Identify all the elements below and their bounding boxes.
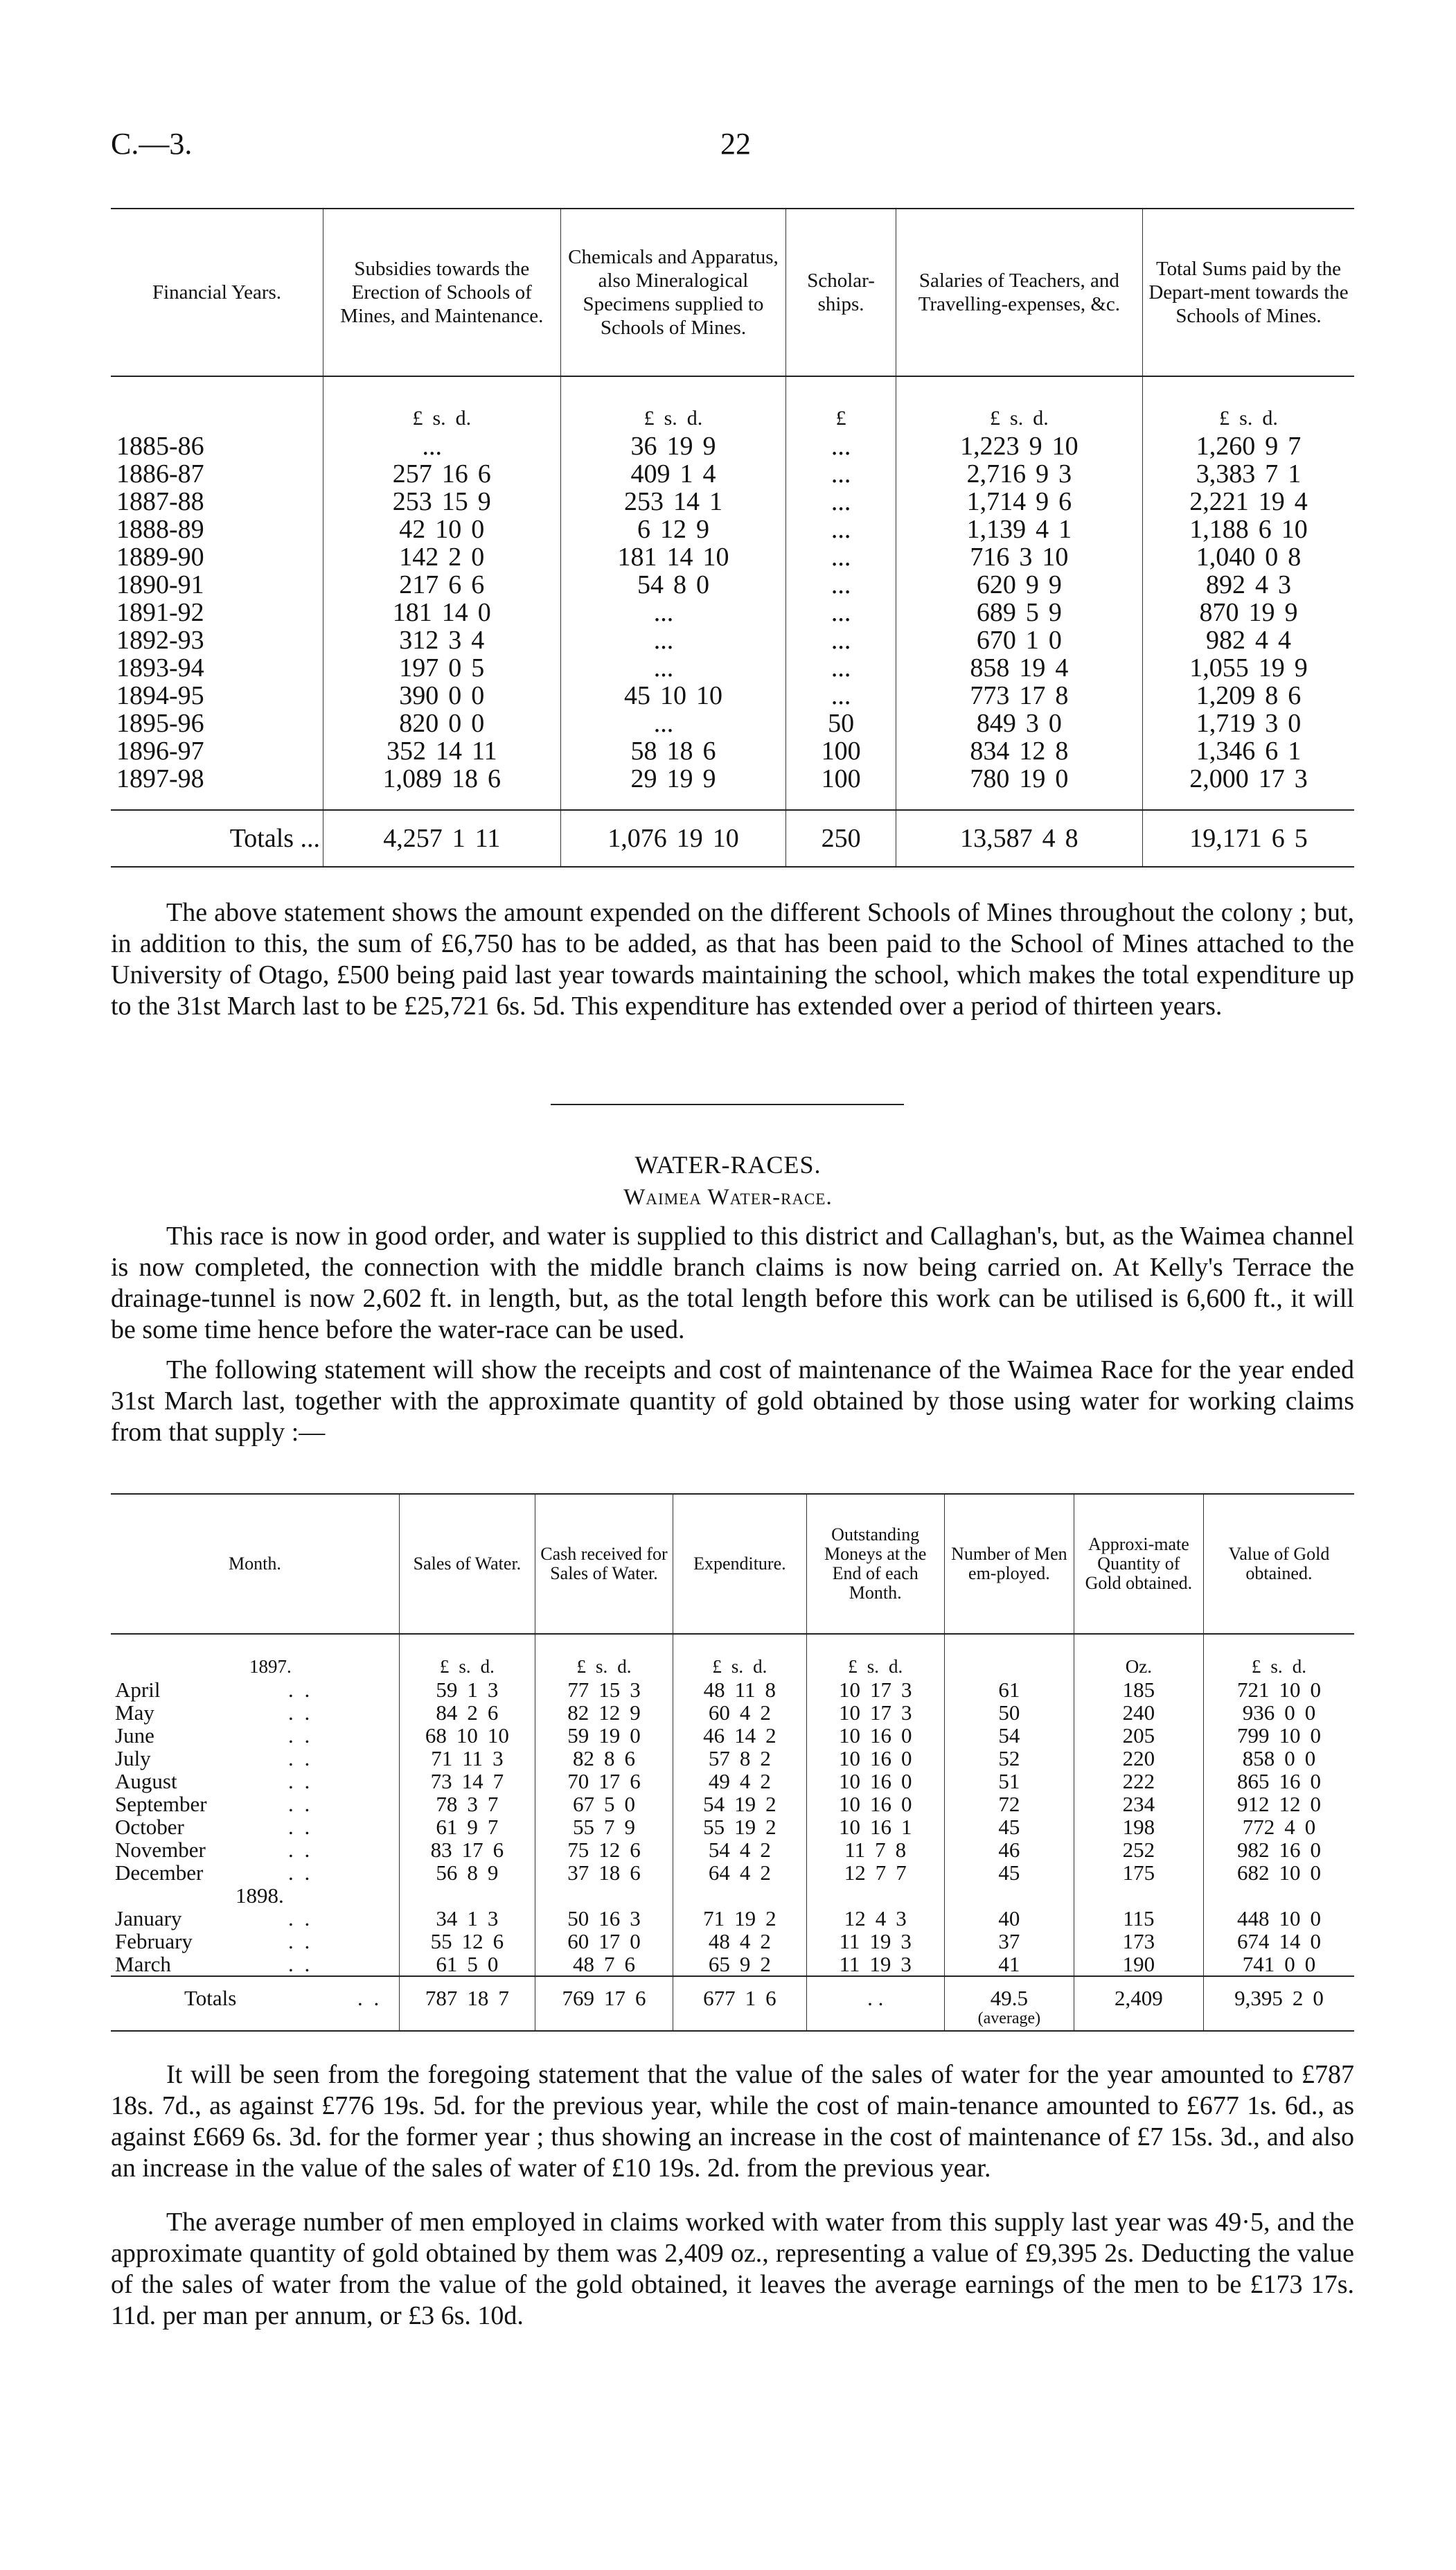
money-amount: 409 1 4 (630, 459, 716, 489)
money-amount: 56 8 9 (436, 1860, 499, 1885)
financial-year: 1896-97 (116, 737, 204, 766)
money-amount: 42 10 0 (399, 515, 485, 544)
men-employed: 61 (944, 1678, 1074, 1701)
money-amount: 352 14 11 (386, 737, 497, 766)
money-amount: 10 17 3 (838, 1678, 912, 1702)
month-name: December (115, 1860, 204, 1885)
money-amount: 620 9 9 (976, 570, 1062, 599)
money-amount: 982 4 4 (1205, 626, 1291, 655)
col-header-salaries: Salaries of Teachers, and Travelling-expenses, &c. (896, 209, 1142, 376)
table-row (111, 1701, 1354, 1724)
section-divider (551, 1104, 904, 1105)
money-amount: 11 7 8 (844, 1838, 907, 1862)
financial-year: 1886-87 (116, 459, 204, 489)
col-header-gold-qty: Approxi-mate Quantity of Gold obtained. (1074, 1494, 1203, 1634)
col-header-expenditure: Expenditure. (673, 1494, 806, 1634)
money-amount: 1,223 9 10 (960, 432, 1078, 461)
money-amount: 1,209 8 6 (1196, 681, 1302, 710)
money-amount: 858 0 0 (1242, 1746, 1316, 1770)
table-row (111, 682, 1354, 710)
money-amount: 67 5 0 (572, 1792, 635, 1816)
money-amount: 37 18 6 (567, 1860, 641, 1885)
money-amount: 677 1 6 (703, 1986, 776, 2010)
money-amount: 57 8 2 (708, 1746, 771, 1770)
table-row (111, 1815, 1354, 1838)
money-amount: 10 16 0 (838, 1769, 912, 1793)
section-title: WATER-RACES. (634, 1151, 822, 1179)
money-amount: 65 9 2 (708, 1952, 771, 1976)
financial-year: 1887-88 (116, 487, 204, 516)
men-employed: 50 (944, 1701, 1074, 1724)
money-amount: 61 9 7 (436, 1815, 499, 1839)
money-amount: 1,040 0 8 (1196, 543, 1302, 572)
gold-quantity: 190 (1074, 1953, 1203, 1976)
money-amount: 1,260 9 7 (1196, 432, 1302, 461)
money-amount: 4,257 1 11 (383, 824, 501, 853)
paragraph-average-earnings: The average number of men employed in claims worked with water from this supply last year was 49·5, and the approximate quantity of gold obtained by them was 2,409 oz., representing a value of £9,395 2s. Deducting the value of the sales of water from the value of the gold obtained, it leaves the average earnings of the men to be £173 17s. 11d. per man per annum, or £3 6s. 10d. (111, 2208, 1354, 2330)
men-employed: 72 (944, 1793, 1074, 1815)
leader-dots: . . (288, 1769, 313, 1793)
scholarships-value: ... (786, 626, 896, 654)
month-name: October (115, 1815, 184, 1839)
col-header-month: Month. (111, 1494, 399, 1634)
table-row (111, 460, 1354, 488)
money-amount: 50 16 3 (567, 1906, 641, 1930)
money-amount: 849 3 0 (976, 709, 1062, 738)
money-amount: 78 3 7 (436, 1792, 499, 1816)
men-employed: 54 (944, 1724, 1074, 1747)
money-amount: 48 7 6 (572, 1952, 635, 1976)
financial-year: 1892-93 (116, 626, 204, 655)
scholarships-value: ... (786, 488, 896, 516)
financial-year: 1890-91 (116, 570, 204, 599)
men-employed: 37 (944, 1930, 1074, 1953)
col-header-chemicals: Chemicals and Apparatus, also Mineralogical Specimens supplied to Schools of Mines. (560, 209, 786, 376)
money-amount: 865 16 0 (1236, 1769, 1321, 1793)
money-amount: 48 4 2 (708, 1929, 771, 1953)
money-amount: 257 16 6 (392, 459, 491, 489)
money-amount: 834 12 8 (970, 737, 1069, 766)
table-row (111, 1953, 1354, 1976)
scholarships-value: 50 (786, 710, 896, 737)
col-header-subsidies: Subsidies towards the Erection of Schools of Mines, and Maintenance. (323, 209, 560, 376)
month-name: February (115, 1929, 193, 1953)
money-amount: 55 7 9 (572, 1815, 635, 1839)
money-amount: ... (653, 653, 674, 683)
table-row (111, 488, 1354, 516)
month-name: September (115, 1792, 207, 1816)
table-row (111, 765, 1354, 810)
totals-row: Totals . . 787 18 7 769 17 6 677 1 6 . . 49.5 (average) 2,409 9,395 2 0 (111, 1976, 1354, 2031)
money-amount: 1,188 6 10 (1189, 515, 1308, 544)
scholarships-value: ... (786, 654, 896, 682)
money-amount: 682 10 0 (1236, 1860, 1321, 1885)
scholarships-value: ... (786, 571, 896, 599)
gold-quantity: 115 (1074, 1907, 1203, 1930)
men-employed: 46 (944, 1838, 1074, 1861)
table-row (111, 1838, 1354, 1861)
year-label: 1897. (249, 1656, 292, 1677)
money-amount: 60 4 2 (708, 1700, 771, 1725)
money-amount: 142 2 0 (399, 543, 485, 572)
leader-dots: . . (288, 1838, 313, 1862)
month-name: January (115, 1906, 182, 1930)
scholarships-value: ... (786, 516, 896, 543)
money-amount: 670 1 0 (976, 626, 1062, 655)
money-amount: 77 15 3 (567, 1678, 641, 1702)
gold-quantity: 234 (1074, 1793, 1203, 1815)
gold-quantity: 220 (1074, 1747, 1203, 1770)
month-name: November (115, 1838, 206, 1862)
money-amount: 2,221 19 4 (1189, 487, 1308, 516)
money-amount: 3,383 7 1 (1196, 459, 1302, 489)
scholarships-value: ... (786, 682, 896, 710)
gold-quantity: 252 (1074, 1838, 1203, 1861)
money-amount: 253 14 1 (623, 487, 722, 516)
money-amount: 892 4 3 (1205, 570, 1291, 599)
money-amount: 2,000 17 3 (1189, 764, 1308, 793)
money-amount: ... (653, 709, 674, 738)
money-amount: 61 5 0 (436, 1952, 499, 1976)
financial-year: 1893-94 (116, 653, 204, 683)
gold-quantity: 205 (1074, 1724, 1203, 1747)
money-amount: 741 0 0 (1242, 1952, 1316, 1976)
money-amount: 799 10 0 (1236, 1723, 1321, 1748)
money-amount: 34 1 3 (436, 1906, 499, 1930)
money-amount: 46 14 2 (703, 1723, 776, 1748)
money-amount: 1,346 6 1 (1196, 737, 1302, 766)
men-employed: 45 (944, 1861, 1074, 1884)
leader-dots: . . (288, 1792, 313, 1816)
money-amount: 10 16 0 (838, 1792, 912, 1816)
money-amount: 217 6 6 (399, 570, 485, 599)
month-name: August (115, 1769, 177, 1793)
month-name: May (115, 1700, 154, 1725)
money-amount: 787 18 7 (425, 1986, 509, 2010)
money-amount: 59 1 3 (436, 1678, 499, 1702)
money-amount: 54 19 2 (703, 1792, 776, 1816)
money-amount: 54 4 2 (708, 1838, 771, 1862)
money-amount: 10 16 0 (838, 1723, 912, 1748)
money-amount: 253 15 9 (392, 487, 491, 516)
money-amount: 11 19 3 (839, 1952, 912, 1976)
table-row (111, 737, 1354, 765)
financial-year: 1889-90 (116, 543, 204, 572)
money-amount: 1,089 18 6 (382, 764, 501, 793)
col-header-men: Number of Men em-ployed. (944, 1494, 1074, 1634)
money-amount: 1,719 3 0 (1196, 709, 1302, 738)
scholarships-value: ... (786, 543, 896, 571)
leader-dots: . . (288, 1929, 313, 1953)
financial-year: 1891-92 (116, 598, 204, 627)
money-amount: 54 8 0 (637, 570, 709, 599)
table-row (111, 432, 1354, 460)
table-row (111, 516, 1354, 543)
money-amount: 82 8 6 (572, 1746, 635, 1770)
table-row (111, 1930, 1354, 1953)
money-amount: 1,139 4 1 (966, 515, 1072, 544)
leader-dots: . . (288, 1723, 313, 1748)
money-amount: 60 17 0 (567, 1929, 641, 1953)
money-amount: ... (653, 598, 674, 627)
money-amount: 1,076 19 10 (607, 824, 739, 853)
money-amount: 2,716 9 3 (966, 459, 1072, 489)
gold-quantity: 198 (1074, 1815, 1203, 1838)
col-header-cash: Cash received for Sales of Water. (535, 1494, 673, 1634)
money-amount: 10 16 0 (838, 1746, 912, 1770)
money-amount: 820 0 0 (399, 709, 485, 738)
men-employed: 52 (944, 1747, 1074, 1770)
col-header-total: Total Sums paid by the Depart-ment towards the Schools of Mines. (1142, 209, 1354, 376)
money-amount: 75 12 6 (567, 1838, 641, 1862)
gold-quantity: 240 (1074, 1701, 1203, 1724)
units-row: 1897. £ s. d. £ s. d. £ s. d. £ s. d. Oz. £ s. d. (111, 1634, 1354, 1678)
leader-dots: . . (288, 1952, 313, 1976)
men-employed: 41 (944, 1953, 1074, 1976)
gold-quantity: 185 (1074, 1678, 1203, 1701)
totals-label: Totals (184, 1986, 237, 2010)
paragraph-statement-intro: The following statement will show the receipts and cost of maintenance of the Waimea Race for the year ended 31st March last, together with the approximate quantity of gold obtained by those using water for working claims from that supply :— (111, 1355, 1354, 1447)
money-amount: 390 0 0 (399, 681, 485, 710)
table-row (111, 1907, 1354, 1930)
leader-dots: . . (288, 1906, 313, 1930)
money-amount: 49 4 2 (708, 1769, 771, 1793)
money-amount: 912 12 0 (1236, 1792, 1321, 1816)
paragraph-expenditure-summary: The above statement shows the amount expended on the different Schools of Mines throughout the colony ; but, in addition to this, the sum of £6,750 has to be added, as that has been paid to the School of Mines attached to the University of Otago, £500 being paid last year towards maintaining the school, which makes the total expenditure up to the 31st March last to be £25,721 6s. 5d. This expenditure has extended over a period of thirteen years. (111, 898, 1354, 1021)
leader-dots: . . (288, 1678, 313, 1702)
money-amount: 55 19 2 (703, 1815, 776, 1839)
month-name: April (115, 1678, 161, 1702)
money-amount: 73 14 7 (430, 1769, 504, 1793)
scholarships-value: ... (786, 599, 896, 626)
document-reference: C.—3. (111, 127, 193, 161)
men-average: 49.5 (average) (944, 1976, 1074, 2031)
month-name: June (115, 1723, 154, 1748)
money-amount: 29 19 9 (630, 764, 716, 793)
table-row (111, 1861, 1354, 1884)
table-row (111, 1747, 1354, 1770)
money-amount: 197 0 5 (399, 653, 485, 683)
month-name: July (115, 1746, 151, 1770)
money-amount: 68 10 10 (425, 1723, 509, 1748)
scholarships-value: 100 (786, 765, 896, 810)
table-row (111, 599, 1354, 626)
money-amount: 674 14 0 (1236, 1929, 1321, 1953)
leader-dots: . . (288, 1860, 313, 1885)
money-amount: 769 17 6 (562, 1986, 646, 2010)
outstanding-total: . . (806, 1976, 944, 2031)
table-row (111, 543, 1354, 571)
money-amount: 10 17 3 (838, 1700, 912, 1725)
scholarships-value: 100 (786, 737, 896, 765)
paragraph-race-condition: This race is now in good order, and water is supplied to this district and Callaghan's, but, as the Waimea channel is now completed, the connection with the middle branch claims is now being carried on. At Kelly's Terrace the drainage-tunnel is now 2,602 ft. in length, but, as the total length before this work can be utilised is 6,600 ft., it will be some time hence before the water-race can be used. (111, 1222, 1354, 1344)
money-amount: 181 14 10 (617, 543, 729, 572)
waimea-race-table (111, 1493, 1354, 2032)
money-amount: 82 12 9 (567, 1700, 641, 1725)
money-amount: 689 5 9 (976, 598, 1062, 627)
table-row (111, 1724, 1354, 1747)
money-amount: 1,055 19 9 (1189, 653, 1308, 683)
money-amount: 721 10 0 (1236, 1678, 1321, 1702)
gold-quantity: 173 (1074, 1930, 1203, 1953)
money-amount: 64 4 2 (708, 1860, 771, 1885)
money-amount: ... (653, 626, 674, 655)
totals-row (111, 810, 1354, 867)
financial-year: 1885-86 (116, 432, 204, 461)
money-amount: 6 12 9 (637, 515, 709, 544)
money-amount: 71 11 3 (431, 1746, 504, 1770)
scholarships-value: ... (786, 432, 896, 460)
money-amount: 19,171 6 5 (1189, 824, 1308, 853)
leader-dots: . . (288, 1815, 313, 1839)
financial-year: 1894-95 (116, 681, 204, 710)
table-row (111, 1678, 1354, 1701)
money-amount: ... (422, 432, 443, 461)
table-row (111, 626, 1354, 654)
money-amount: 9,395 2 0 (1234, 1986, 1324, 2010)
col-header-gold-value: Value of Gold obtained. (1203, 1494, 1354, 1634)
money-amount: 1,714 9 6 (966, 487, 1072, 516)
money-amount: 13,587 4 8 (960, 824, 1078, 853)
scholarships-value: ... (786, 460, 896, 488)
financial-year: 1888-89 (116, 515, 204, 544)
men-employed: 51 (944, 1770, 1074, 1793)
money-amount: 936 0 0 (1242, 1700, 1316, 1725)
money-amount: 55 12 6 (430, 1929, 504, 1953)
gold-quantity-total: 2,409 (1074, 1976, 1203, 2031)
col-header-outstanding: Outstanding Moneys at the End of each Month. (806, 1494, 944, 1634)
year-label: 1898. (236, 1883, 284, 1908)
gold-quantity: 222 (1074, 1770, 1203, 1793)
units-row: £ s. d. £ s. d. £ £ s. d. £ s. d. (111, 376, 1354, 432)
totals-label: Totals ... (111, 810, 323, 867)
leader-dots: . . (288, 1746, 313, 1770)
table-row (111, 1793, 1354, 1815)
schools-of-mines-table (111, 208, 1354, 868)
col-header-year: Financial Years. (111, 209, 323, 376)
money-amount: 71 19 2 (703, 1906, 776, 1930)
money-amount: 36 19 9 (630, 432, 716, 461)
gold-quantity: 175 (1074, 1861, 1203, 1884)
money-amount: 59 19 0 (567, 1723, 641, 1748)
money-amount: 870 19 9 (1199, 598, 1298, 627)
money-amount: 84 2 6 (436, 1700, 499, 1725)
money-amount: 83 17 6 (430, 1838, 504, 1862)
year-divider-row (111, 1884, 1354, 1907)
money-amount: 773 17 8 (970, 681, 1069, 710)
money-amount: 58 18 6 (630, 737, 716, 766)
scholarships-total: 250 (786, 810, 896, 867)
table-row (111, 654, 1354, 682)
col-header-scholarships: Scholar-ships. (786, 209, 896, 376)
money-amount: 12 7 7 (844, 1860, 907, 1885)
table-row (111, 1770, 1354, 1793)
money-amount: 858 19 4 (970, 653, 1069, 683)
money-amount: 10 16 1 (838, 1815, 912, 1839)
page-number: 22 (720, 127, 751, 161)
money-amount: 448 10 0 (1236, 1906, 1321, 1930)
money-amount: 11 19 3 (839, 1929, 912, 1953)
table-row (111, 571, 1354, 599)
money-amount: 45 10 10 (623, 681, 722, 710)
money-amount: 772 4 0 (1242, 1815, 1316, 1839)
money-amount: 181 14 0 (392, 598, 491, 627)
money-amount: 716 3 10 (970, 543, 1069, 572)
money-amount: 982 16 0 (1236, 1838, 1321, 1862)
men-employed: 40 (944, 1907, 1074, 1930)
money-amount: 780 19 0 (970, 764, 1069, 793)
financial-year: 1895-96 (116, 709, 204, 738)
section-subtitle: Waimea Water-race. (623, 1185, 833, 1210)
month-name: March (115, 1952, 171, 1976)
money-amount: 12 4 3 (844, 1906, 907, 1930)
leader-dots: . . (288, 1700, 313, 1725)
col-header-sales: Sales of Water. (399, 1494, 535, 1634)
financial-year: 1897-98 (116, 764, 204, 793)
money-amount: 70 17 6 (567, 1769, 641, 1793)
paragraph-sales-comparison: It will be seen from the foregoing statement that the value of the sales of water for the year amounted to £787 18s. 7d., as against £776 19s. 5d. for the previous year, while the cost of main-tenance amounted to £677 1s. 6d., as against £669 6s. 3d. for the former year ; thus showing an increase in the cost of maintenance of £7 15s. 3d., and also an increase in the value of the sales of water of £10 19s. 2d. from the previous year. (111, 2060, 1354, 2183)
table-row (111, 710, 1354, 737)
money-amount: 312 3 4 (399, 626, 485, 655)
money-amount: 48 11 8 (703, 1678, 776, 1702)
men-employed: 45 (944, 1815, 1074, 1838)
